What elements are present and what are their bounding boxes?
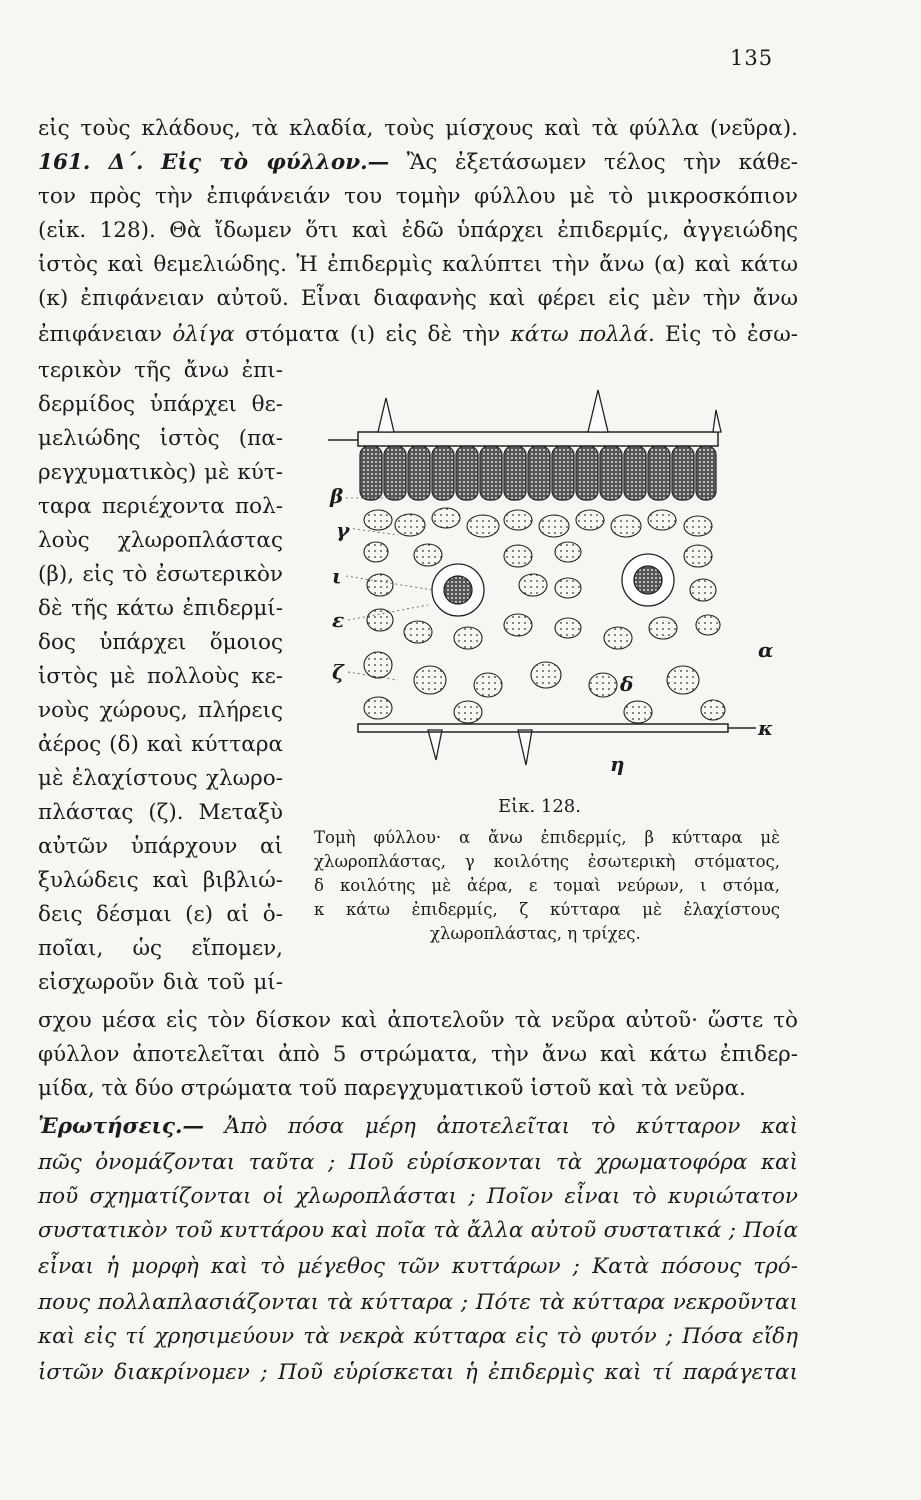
section-title: Εἰς τὸ φύλλον.— <box>161 150 390 175</box>
upper-epidermis <box>328 432 718 446</box>
text-span: στόματα (ι) εἰς δὲ τὴν <box>234 322 511 347</box>
column-line: δεις δέσμαι (ε) αἱ ὁ- <box>38 902 283 927</box>
text-line: σχου μέσα εἰς τὸν δίσκον καὶ ἀποτελοῦν τὰ νεῦρα αὐτοῦ· ὥστε τὸ <box>38 1008 798 1033</box>
italic-span: κάτω πολλά <box>510 322 648 347</box>
column-line: ξυλώδεις καὶ βιβλιώ- <box>38 868 283 893</box>
section-text: Ἂς ἐξετάσωμεν τέλος τὴν κάθε- <box>406 150 798 175</box>
italic-span: ὀλίγα <box>172 322 235 347</box>
text-line: ἱστὸς καὶ θεμελιώδης. Ἡ ἐπιδερμὶς καλύπτει τὴν ἄνω (α) καὶ κάτω <box>38 252 798 277</box>
label-epsilon: ε <box>332 608 345 632</box>
lower-epidermis <box>358 724 756 732</box>
text-line: φύλλον ἀποτελεῖται ἀπὸ 5 στρώματα, τὴν ἄνω καὶ κάτω ἐπιδερ- <box>38 1042 798 1067</box>
column-line: ἱστὸς μὲ πολλοὺς κε- <box>38 664 283 689</box>
column-line: ἀέρος (δ) καὶ κύτταρα <box>38 732 283 757</box>
text-span: ἐπιφάνειαν <box>38 322 173 347</box>
question-line: καὶ εἰς τί χρησιμεύουν τὰ νεκρὰ κύτταρα εἰς τὸ φυτόν ; Πόσα εἴδη <box>38 1324 798 1349</box>
column-line: ταρα περιέχοντα πολ- <box>38 494 283 519</box>
column-line: (β), εἰς τὸ ἐσωτερικὸν <box>38 562 283 587</box>
label-eta: η <box>610 752 625 776</box>
section-number: 161. Δ΄. <box>38 150 144 175</box>
column-line: ρεγχυματικὸς) μὲ κύτ- <box>38 460 283 485</box>
column-line: λοὺς χλωροπλάστας <box>38 528 283 553</box>
column-line: εἰσχωροῦν διὰ τοῦ μί- <box>38 970 283 995</box>
caption-line: κ κάτω ἐπιδερμίς, ζ κύτταρα μὲ ἐλαχίστους <box>314 900 780 919</box>
question-line: ποῦ σχηματίζονται οἱ χλωροπλάσται ; Ποῖον εἶναι τὸ κυριώτατον <box>38 1184 798 1209</box>
column-line: μελιώδης ἱστὸς (πα- <box>38 426 283 451</box>
column-line: μὲ ἐλαχίστους χλωρο- <box>38 766 283 791</box>
column-line: νοὺς χώρους, πλήρεις <box>38 698 283 723</box>
column-line: δος ὑπάρχει ὅμοιος <box>38 630 283 655</box>
column-line: πλάστας (ζ). Μεταξὺ <box>38 800 283 825</box>
question-text: Ἀπὸ πόσα μέρη ἀποτελεῖται τὸ κύτταρον καὶ <box>224 1114 798 1139</box>
label-delta: δ <box>620 672 634 696</box>
text-line-mixed <box>38 318 798 352</box>
question-line: ἱστῶν διακρίνομεν ; Ποῦ εὑρίσκεται ἡ ἐπιδερμὶς καὶ τί παράγεται <box>38 1360 798 1385</box>
questions-line <box>38 1110 798 1144</box>
spongy-cells <box>364 508 725 723</box>
leaf-section-figure <box>318 380 773 780</box>
questions-heading: Ἐρωτήσεις.— <box>38 1114 204 1139</box>
label-beta: β <box>330 484 344 508</box>
text-line: εἰς τοὺς κλάδους, τὰ κλαδία, τοὺς μίσχους καὶ τὰ φύλλα (νεῦρα). <box>38 116 798 141</box>
column-line: αὐτῶν ὑπάρχουν αἱ <box>38 834 283 859</box>
text-line: μίδα, τὰ δύο στρώματα τοῦ παρεγχυματικοῦ ἱστοῦ καὶ τὰ νεῦρα. <box>38 1076 746 1101</box>
question-line: πους πολλαπλασιάζονται τὰ κύτταρα ; Πότε τὰ κύτταρα νεκροῦνται <box>38 1290 798 1315</box>
question-line: πῶς ὀνομάζονται ταῦτα ; Ποῦ εὑρίσκονται τὰ χρωματοφόρα καὶ <box>38 1150 798 1175</box>
question-line: συστατικὸν τοῦ κυττάρου καὶ ποῖα τὰ ἄλλα αὐτοῦ συστατικά ; Ποία <box>38 1218 798 1243</box>
section-heading-line <box>38 146 798 180</box>
text-span: . Εἰς τὸ ἐσω- <box>647 322 799 347</box>
leaf-section-drawing <box>318 380 773 780</box>
vascular-bundles <box>432 554 674 616</box>
question-line: εἶναι ἡ μορφὴ καὶ τὸ μέγεθος τῶν κυττάρων ; Κατὰ πόσους τρό- <box>38 1254 798 1279</box>
caption-line: δ κοιλότης μὲ ἀέρα, ε τομαὶ νεύρων, ι στόμα, <box>314 876 780 895</box>
caption-line: χλωροπλάστας, γ κοιλότης ἐσωτερικὴ στόματος, <box>314 852 780 871</box>
label-alpha: α <box>758 638 774 662</box>
label-gamma: γ <box>336 518 350 542</box>
label-kappa: κ <box>758 716 773 740</box>
column-line: δὲ τῆς κάτω ἐπιδερμί- <box>38 596 283 621</box>
label-iota: ι <box>332 564 342 588</box>
caption-line: Τομὴ φύλλου· α ἄνω ἐπιδερμίς, β κύτταρα μὲ <box>314 828 780 847</box>
text-line: (κ) ἐπιφάνειαν αὐτοῦ. Εἶναι διαφανὴς καὶ φέρει εἰς μὲν τὴν ἄνω <box>38 286 798 311</box>
palisade-cells <box>360 446 716 500</box>
column-line: ποῖαι, ὡς εἴπομεν, <box>38 936 283 961</box>
text-line: (εἰκ. 128). Θὰ ἴδωμεν ὅτι καὶ ἐδῶ ὑπάρχει ἐπιδερμίς, ἀγγειώδης <box>38 218 798 243</box>
label-zeta: ζ <box>332 660 344 684</box>
text-line: τον πρὸς τὴν ἐπιφάνειάν του τομὴν φύλλου μὲ τὸ μικροσκόπιον <box>38 184 798 209</box>
figure-caption-title: Εἰκ. 128. <box>498 796 581 817</box>
column-line: τερικὸν τῆς ἄνω ἐπι- <box>38 358 283 383</box>
page-number: 135 <box>730 46 774 70</box>
column-line: δερμίδος ὑπάρχει θε- <box>38 392 283 417</box>
caption-line: χλωροπλάστας, η τρίχες. <box>430 924 641 943</box>
